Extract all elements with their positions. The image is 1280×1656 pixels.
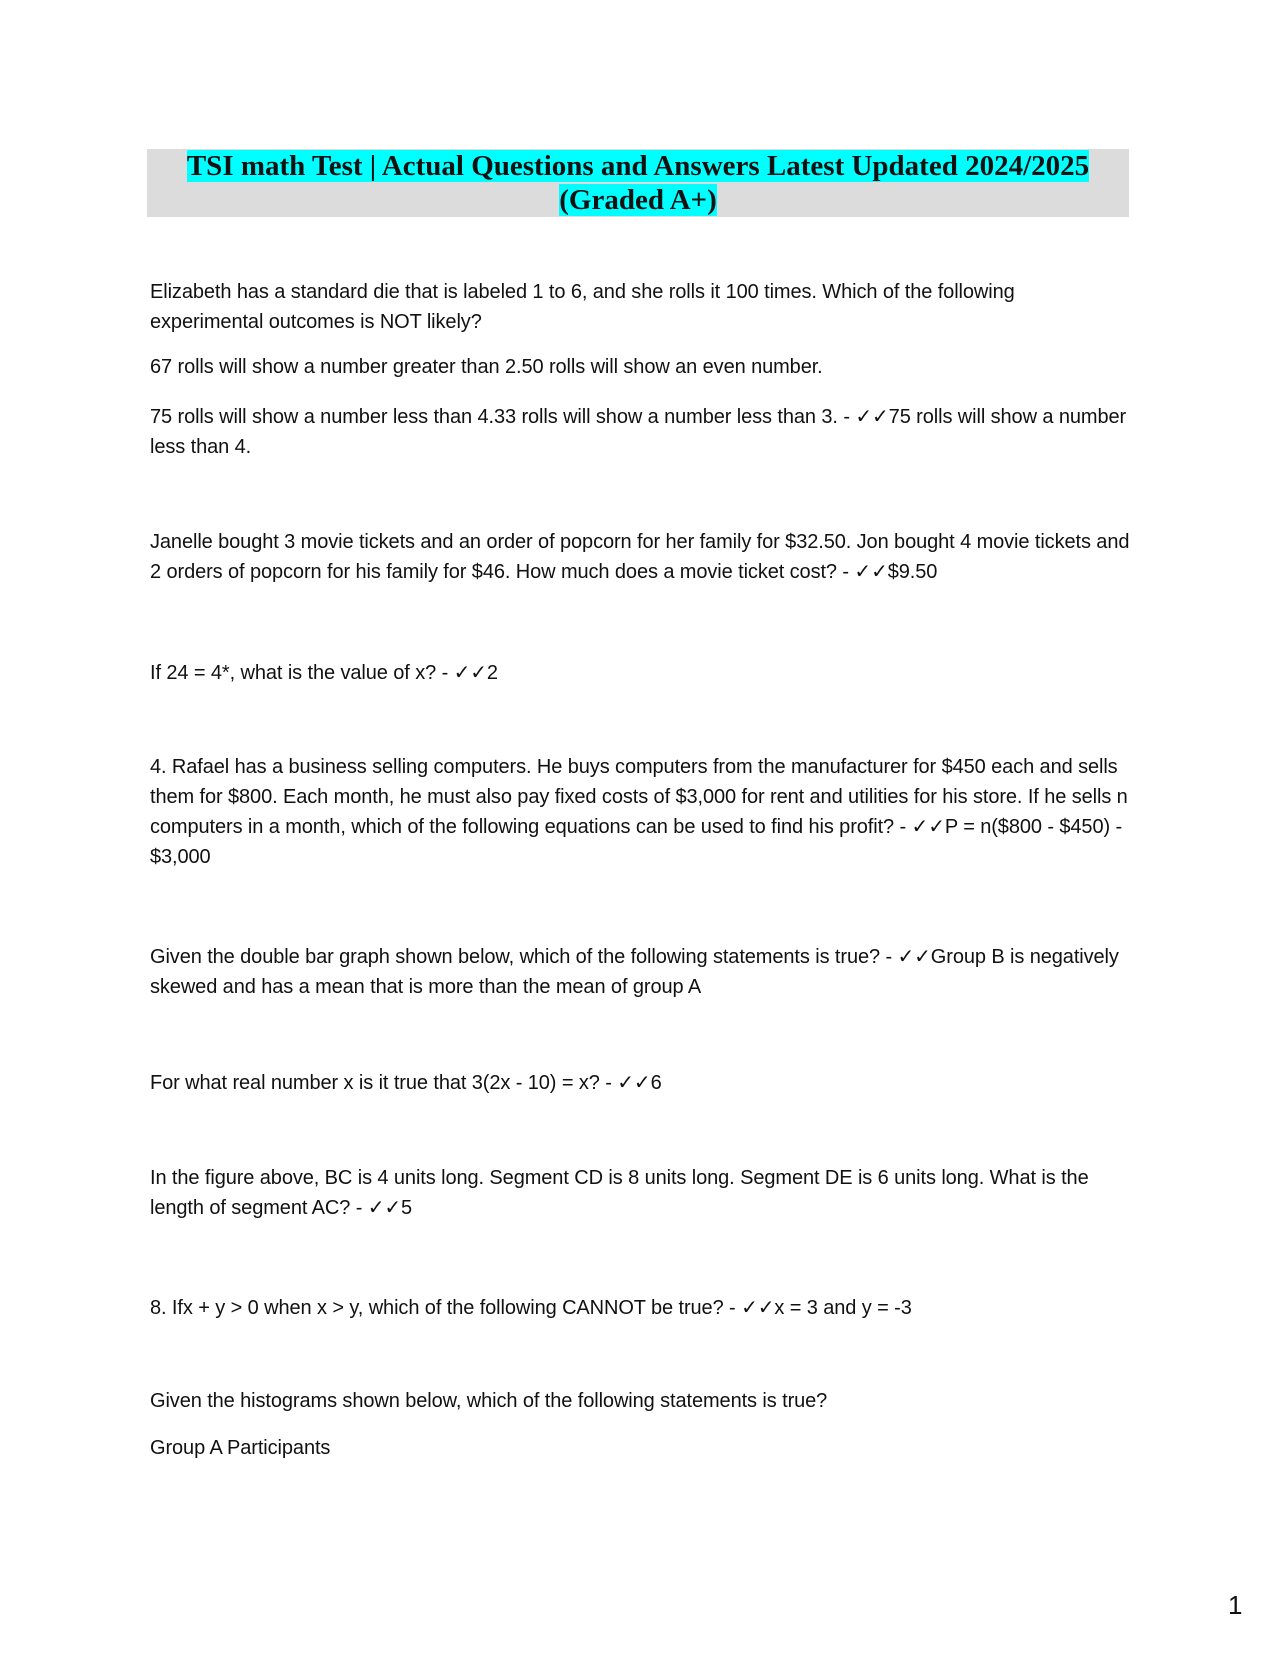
question-computer-profit: 4. Rafael has a business selling computers. He buys computers from the manufacturer for $450 each and sells them for $800. Each month, he must also pay fixed costs of $3,000 for rent and utilities for his store. If he sells n computers in a month, which of the following equations can be used to find his profit? - ✓✓P = n($800 - $450) - $3,000 (150, 756, 1128, 868)
title-line-2: (Graded A+) (559, 184, 717, 216)
group-a-participants-label: Group A Participants (150, 1437, 331, 1459)
document-title (147, 149, 1129, 217)
question-die-rolls: Elizabeth has a standard die that is labeled 1 to 6, and she rolls it 100 times. Which of the following experimental outcomes is NOT likely? (150, 281, 1015, 333)
question-movie-tickets: Janelle bought 3 movie tickets and an order of popcorn for her family for $32.50. Jon bought 4 movie tickets and 2 orders of popcorn for his family for $46. How much does a movie ticket cost? - ✓✓$9.50 (150, 531, 1130, 583)
question-histograms: Given the histograms shown below, which of the following statements is true? (150, 1390, 828, 1412)
question-segment-length: In the figure above, BC is 4 units long. Segment CD is 8 units long. Segment DE is 6 units long. What is the length of segment AC? - ✓✓5 (150, 1167, 1089, 1219)
title-line-1: TSI math Test | Actual Questions and Answers Latest Updated 2024/2025 (186, 150, 1090, 182)
page-number: 1 (1228, 1590, 1243, 1620)
question-inequality: 8. Ifx + y > 0 when x > y, which of the following CANNOT be true? - ✓✓x = 3 and y = -3 (150, 1297, 912, 1319)
option-rolls-less-answer: 75 rolls will show a number less than 4.33 rolls will show a number less than 3. - ✓✓75 rolls will show a number less than 4. (150, 406, 1127, 458)
question-exponent: If 24 = 4*, what is the value of x? - ✓✓2 (150, 662, 498, 684)
option-rolls-greater: 67 rolls will show a number greater than 2.50 rolls will show an even number. (150, 356, 823, 378)
question-real-number: For what real number x is it true that 3(2x - 10) = x? - ✓✓6 (150, 1072, 662, 1094)
question-double-bar-graph: Given the double bar graph shown below, which of the following statements is true? - ✓✓Group B is negatively skewed and has a mean that is more than the mean of group A (150, 946, 1119, 998)
